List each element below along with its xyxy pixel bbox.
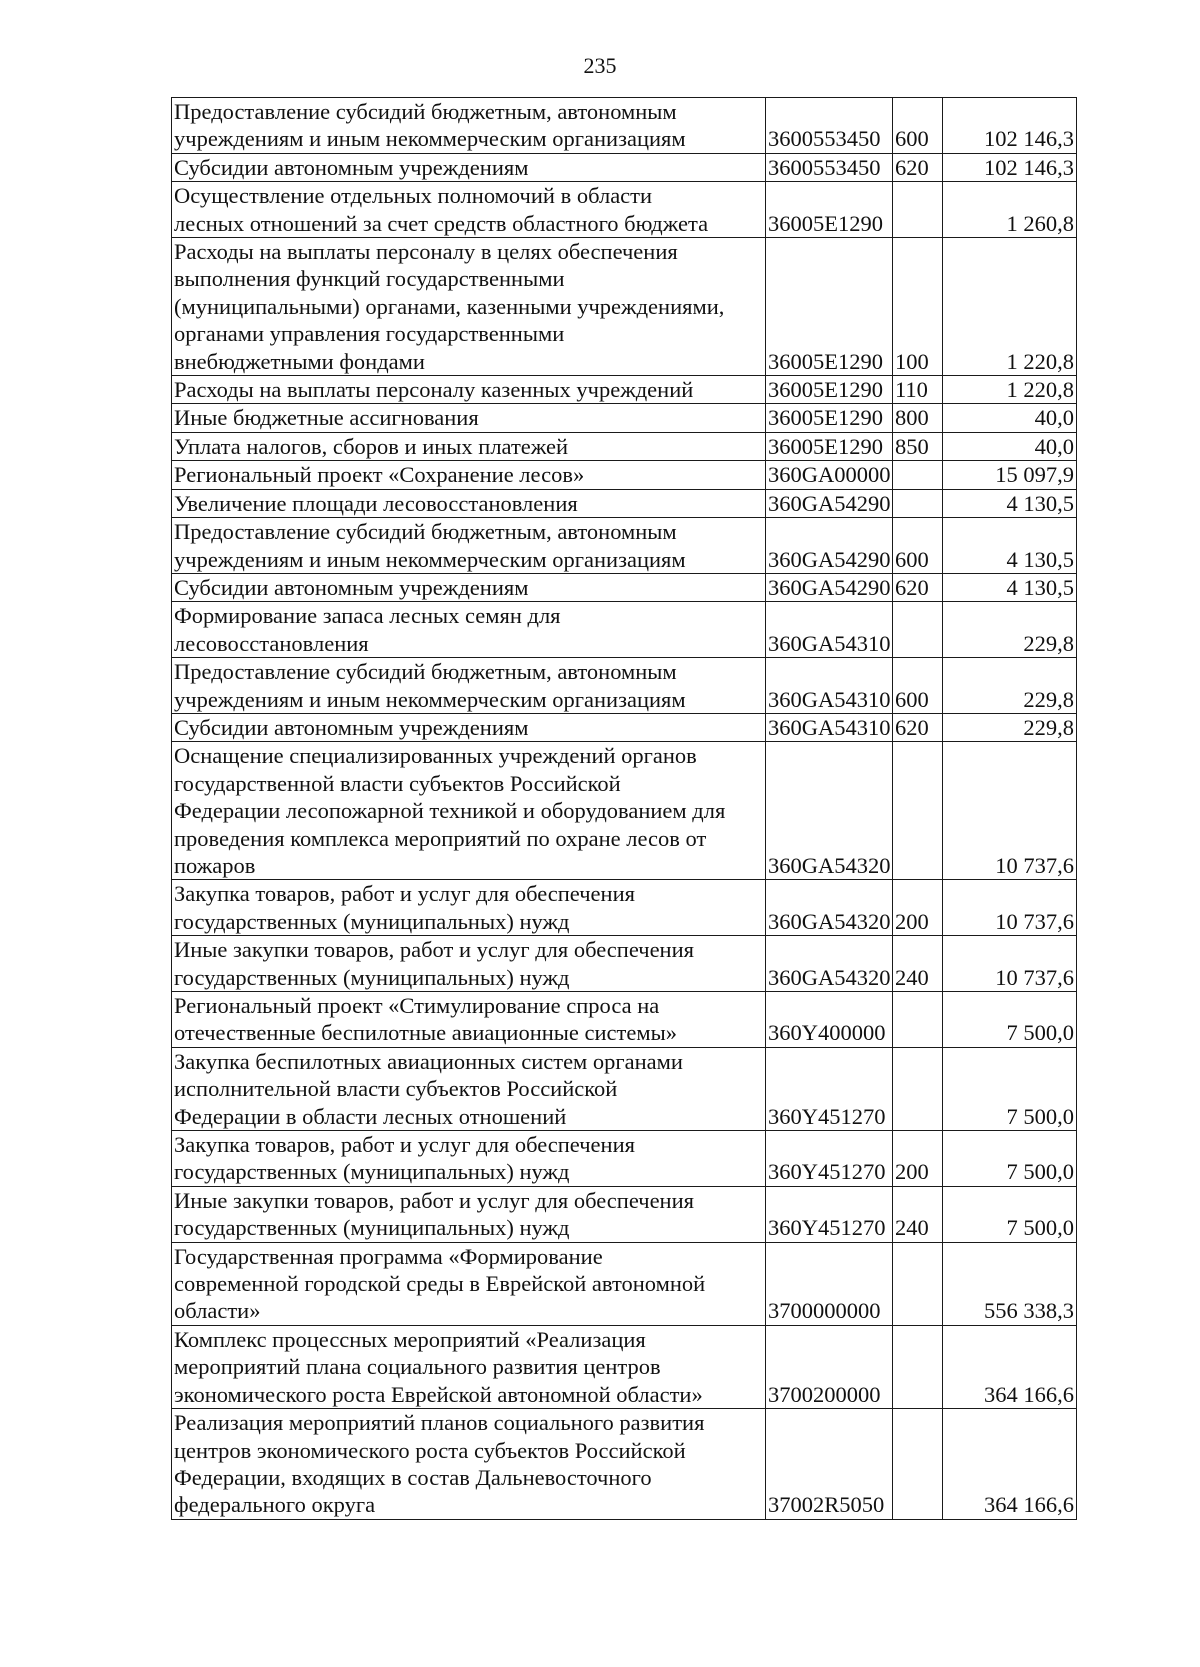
table-row	[172, 98, 1077, 154]
expense-name-line: отечественные беспилотные авиационные системы»	[174, 1020, 677, 1046]
target-code-cell: 360GA54290	[766, 489, 893, 517]
expense-kind-cell: 620	[893, 573, 943, 601]
table-row	[172, 461, 1077, 489]
target-code-cell: 3600553450	[766, 153, 893, 181]
amount-cell: 10 737,6	[943, 742, 1077, 880]
expense-kind-cell	[893, 1325, 943, 1408]
expense-name-cell	[172, 1242, 766, 1325]
expense-name-line: государственной власти субъектов Российской	[174, 770, 621, 796]
expense-name-line: Иные бюджетные ассигнования	[174, 405, 479, 431]
target-code-cell: 36005E1290	[766, 238, 893, 376]
expense-kind-cell: 620	[893, 713, 943, 741]
target-code-cell: 360GA54290	[766, 518, 893, 574]
amount-cell: 1 220,8	[943, 376, 1077, 404]
expense-name-line: Федерации в области лесных отношений	[174, 1103, 567, 1129]
expense-name-line: Закупка товаров, работ и услуг для обеспечения	[174, 881, 635, 907]
expense-name-line: Комплекс процессных мероприятий «Реализация	[174, 1326, 646, 1352]
target-code-cell: 360GA00000	[766, 461, 893, 489]
target-code-cell: 360Y400000	[766, 992, 893, 1048]
budget-table	[171, 97, 1077, 1520]
target-code-cell: 36005E1290	[766, 182, 893, 238]
expense-name-line: Закупка беспилотных авиационных систем органами	[174, 1048, 683, 1074]
table-row	[172, 936, 1077, 992]
table-row	[172, 658, 1077, 714]
expense-name-line: Иные закупки товаров, работ и услуг для обеспечения	[174, 937, 694, 963]
expense-kind-cell: 800	[893, 404, 943, 432]
amount-cell: 1 260,8	[943, 182, 1077, 238]
expense-kind-cell: 110	[893, 376, 943, 404]
amount-cell: 1 220,8	[943, 238, 1077, 376]
expense-name-line: современной городской среды в Еврейской автономной	[174, 1271, 706, 1297]
expense-kind-cell	[893, 489, 943, 517]
expense-kind-cell: 600	[893, 518, 943, 574]
table-row	[172, 992, 1077, 1048]
amount-cell: 10 737,6	[943, 936, 1077, 992]
expense-kind-cell: 850	[893, 432, 943, 460]
table-row	[172, 489, 1077, 517]
amount-cell: 4 130,5	[943, 518, 1077, 574]
expense-name-cell	[172, 602, 766, 658]
expense-kind-cell	[893, 1047, 943, 1130]
expense-kind-cell: 200	[893, 1131, 943, 1187]
expense-kind-cell: 100	[893, 238, 943, 376]
table-row	[172, 432, 1077, 460]
expense-kind-cell	[893, 992, 943, 1048]
table-row	[172, 518, 1077, 574]
expense-name-cell	[172, 936, 766, 992]
target-code-cell: 37002R5050	[766, 1409, 893, 1520]
table-row	[172, 880, 1077, 936]
expense-name-line: Иные закупки товаров, работ и услуг для обеспечения	[174, 1187, 694, 1213]
target-code-cell: 3700000000	[766, 1242, 893, 1325]
amount-cell: 229,8	[943, 713, 1077, 741]
expense-name-cell	[172, 489, 766, 517]
expense-name-line: пожаров	[174, 852, 256, 878]
expense-name-cell	[172, 713, 766, 741]
expense-name-cell	[172, 404, 766, 432]
expense-name-cell	[172, 238, 766, 376]
expense-name-cell	[172, 1186, 766, 1242]
amount-cell: 7 500,0	[943, 1186, 1077, 1242]
amount-cell: 364 166,6	[943, 1409, 1077, 1520]
expense-kind-cell	[893, 602, 943, 658]
expense-kind-cell: 200	[893, 880, 943, 936]
amount-cell: 229,8	[943, 658, 1077, 714]
expense-name-line: Субсидии автономным учреждениям	[174, 714, 529, 740]
expense-name-cell	[172, 518, 766, 574]
target-code-cell: 360GA54310	[766, 658, 893, 714]
target-code-cell: 360GA54310	[766, 602, 893, 658]
expense-kind-cell	[893, 182, 943, 238]
expense-name-cell	[172, 1047, 766, 1130]
expense-name-cell	[172, 880, 766, 936]
expense-name-line: учреждениям и иным некоммерческим организациям	[174, 546, 686, 572]
expense-name-line: Субсидии автономным учреждениям	[174, 574, 529, 600]
expense-name-line: Федерации, входящих в состав Дальневосточного	[174, 1464, 652, 1490]
target-code-cell: 360GA54310	[766, 713, 893, 741]
expense-name-line: Предоставление субсидий бюджетным, автономным	[174, 659, 677, 685]
expense-name-line: Формирование запаса лесных семян для	[174, 603, 561, 629]
table-row	[172, 602, 1077, 658]
expense-name-line: Государственная программа «Формирование	[174, 1243, 603, 1269]
expense-name-line: лесных отношений за счет средств областного бюджета	[174, 210, 709, 236]
expense-name-cell	[172, 1131, 766, 1187]
expense-name-cell	[172, 1325, 766, 1408]
target-code-cell: 3700200000	[766, 1325, 893, 1408]
expense-name-line: Предоставление субсидий бюджетным, автономным	[174, 519, 677, 545]
amount-cell: 40,0	[943, 404, 1077, 432]
table-row	[172, 153, 1077, 181]
target-code-cell: 3600553450	[766, 98, 893, 154]
table-row	[172, 404, 1077, 432]
table-row	[172, 573, 1077, 601]
expense-name-line: исполнительной власти субъектов Российской	[174, 1076, 618, 1102]
expense-name-line: федерального округа	[174, 1492, 376, 1518]
expense-name-cell	[172, 432, 766, 460]
target-code-cell: 360GA54320	[766, 936, 893, 992]
table-row	[172, 742, 1077, 880]
target-code-cell: 360Y451270	[766, 1131, 893, 1187]
amount-cell: 229,8	[943, 602, 1077, 658]
target-code-cell: 360GA54290	[766, 573, 893, 601]
expense-kind-cell: 600	[893, 658, 943, 714]
expense-name-cell	[172, 742, 766, 880]
amount-cell: 10 737,6	[943, 880, 1077, 936]
expense-name-line: государственных (муниципальных) нужд	[174, 964, 570, 990]
amount-cell: 364 166,6	[943, 1325, 1077, 1408]
amount-cell: 4 130,5	[943, 489, 1077, 517]
expense-name-cell	[172, 1409, 766, 1520]
expense-kind-cell	[893, 742, 943, 880]
budget-table-body	[172, 98, 1077, 1520]
table-row	[172, 1131, 1077, 1187]
expense-name-line: мероприятий плана социального развития центров	[174, 1354, 661, 1380]
table-row	[172, 1186, 1077, 1242]
expense-kind-cell	[893, 1409, 943, 1520]
expense-name-line: Расходы на выплаты персоналу в целях обеспечения	[174, 239, 678, 265]
expense-name-line: Оснащение специализированных учреждений органов	[174, 743, 697, 769]
amount-cell: 40,0	[943, 432, 1077, 460]
page-number: 235	[583, 53, 617, 78]
expense-kind-cell: 240	[893, 936, 943, 992]
target-code-cell: 360GA54320	[766, 880, 893, 936]
expense-name-cell	[172, 658, 766, 714]
table-row	[172, 1325, 1077, 1408]
amount-cell: 102 146,3	[943, 153, 1077, 181]
target-code-cell: 36005E1290	[766, 404, 893, 432]
expense-name-line: Региональный проект «Сохранение лесов»	[174, 462, 585, 488]
expense-kind-cell	[893, 461, 943, 489]
expense-name-line: Закупка товаров, работ и услуг для обеспечения	[174, 1132, 635, 1158]
table-row	[172, 182, 1077, 238]
expense-name-line: Субсидии автономным учреждениям	[174, 154, 529, 180]
target-code-cell: 360GA54320	[766, 742, 893, 880]
expense-name-line: Увеличение площади лесовосстановления	[174, 490, 578, 516]
target-code-cell: 360Y451270	[766, 1047, 893, 1130]
expense-name-line: области»	[174, 1298, 261, 1324]
expense-kind-cell: 620	[893, 153, 943, 181]
table-row	[172, 1242, 1077, 1325]
expense-name-cell	[172, 98, 766, 154]
expense-name-cell	[172, 376, 766, 404]
amount-cell: 15 097,9	[943, 461, 1077, 489]
expense-name-line: лесовосстановления	[174, 630, 369, 656]
amount-cell: 102 146,3	[943, 98, 1077, 154]
expense-name-line: государственных (муниципальных) нужд	[174, 1159, 570, 1185]
expense-kind-cell	[893, 1242, 943, 1325]
expense-name-line: Региональный проект «Стимулирование спроса на	[174, 993, 660, 1018]
expense-name-line: Реализация мероприятий планов социального развития	[174, 1410, 705, 1436]
table-row	[172, 1409, 1077, 1520]
expense-name-cell	[172, 182, 766, 238]
amount-cell: 7 500,0	[943, 1047, 1077, 1130]
expense-name-line: Предоставление субсидий бюджетным, автономным	[174, 99, 677, 124]
target-code-cell: 36005E1290	[766, 432, 893, 460]
expense-name-line: Федерации лесопожарной техникой и оборудованием для	[174, 798, 726, 824]
amount-cell: 4 130,5	[943, 573, 1077, 601]
table-row	[172, 376, 1077, 404]
expense-name-cell	[172, 573, 766, 601]
expense-name-line: учреждениям и иным некоммерческим организациям	[174, 686, 686, 712]
expense-name-line: Уплата налогов, сборов и иных платежей	[174, 433, 569, 459]
expense-name-line: (муниципальными) органами, казенными учреждениями,	[174, 293, 725, 319]
table-row	[172, 713, 1077, 741]
expense-name-line: Расходы на выплаты персоналу казенных учреждений	[174, 377, 694, 403]
expense-kind-cell: 240	[893, 1186, 943, 1242]
expense-name-line: экономического роста Еврейской автономной области»	[174, 1381, 703, 1407]
expense-name-line: государственных (муниципальных) нужд	[174, 908, 570, 934]
expense-name-line: государственных (муниципальных) нужд	[174, 1215, 570, 1241]
expense-name-line: учреждениям и иным некоммерческим организациям	[174, 126, 686, 152]
expense-name-line: органами управления государственными	[174, 321, 565, 347]
expense-name-line: Осуществление отдельных полномочий в области	[174, 183, 653, 209]
amount-cell: 7 500,0	[943, 992, 1077, 1048]
table-row	[172, 1047, 1077, 1130]
expense-name-cell	[172, 461, 766, 489]
amount-cell: 7 500,0	[943, 1131, 1077, 1187]
target-code-cell: 360Y451270	[766, 1186, 893, 1242]
expense-name-line: центров экономического роста субъектов Российской	[174, 1437, 686, 1463]
expense-name-line: внебюджетными фондами	[174, 348, 425, 374]
expense-name-cell	[172, 992, 766, 1048]
expense-kind-cell: 600	[893, 98, 943, 154]
expense-name-line: проведения комплекса мероприятий по охране лесов от	[174, 825, 707, 851]
target-code-cell: 36005E1290	[766, 376, 893, 404]
table-row	[172, 238, 1077, 376]
expense-name-cell	[172, 153, 766, 181]
expense-name-line: выполнения функций государственными	[174, 266, 565, 292]
amount-cell: 556 338,3	[943, 1242, 1077, 1325]
